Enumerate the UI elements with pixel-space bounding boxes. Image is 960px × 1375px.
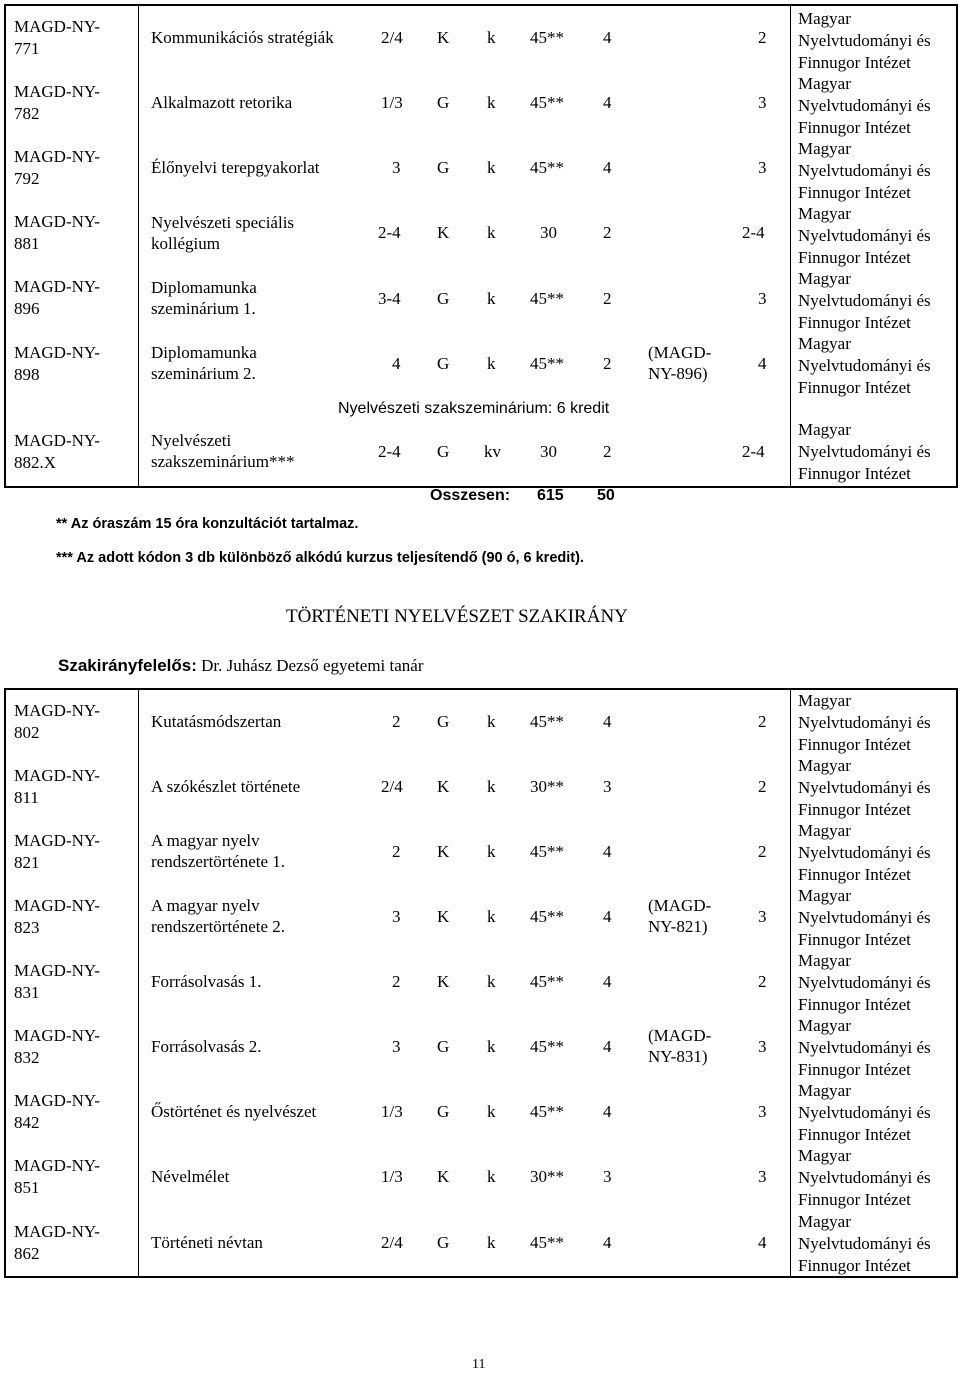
course-semester: 4 [758,354,767,373]
page-number: 11 [472,1357,486,1372]
institute-name: Magyar Nyelvtudományi és Finnugor Intézet [798,691,931,754]
course-hours: 45** [530,972,564,991]
course-prerequisite: (MAGD-NY-831) [648,1026,712,1066]
course-hours: 30 [540,442,557,461]
course-name: Nyelvészeti szakszeminárium*** [151,431,295,471]
course-ratio: 1/3 [381,1102,403,1121]
institute-name: Magyar Nyelvtudományi és Finnugor Intézet [798,74,931,137]
course-type: K [437,223,450,242]
course-type: K [437,1167,450,1186]
course-code: MAGD-NY-831 [14,961,100,1002]
course-ratio: 2-4 [378,442,401,461]
course-ratio: 1/3 [381,1167,403,1186]
course-hours: 45** [530,1037,564,1056]
responsible-person [58,655,424,676]
course-credits: 2 [603,289,612,308]
course-type: G [437,1037,450,1056]
course-requirement: k [487,1167,496,1186]
table-2-divider-left [138,688,139,1278]
course-requirement: k [487,289,496,308]
course-ratio: 2/4 [381,777,403,796]
course-name: Őstörténet és nyelvészet [151,1102,317,1121]
course-requirement: k [487,907,496,926]
course-prerequisite: (MAGD-NY-821) [648,896,712,936]
course-type: G [437,1233,450,1252]
responsible-value: Dr. Juhász Dezső egyetemi tanár [201,656,424,675]
course-code: MAGD-NY-881 [14,212,100,253]
course-name: Forrásolvasás 1. [151,972,262,991]
course-type: G [437,158,450,177]
course-name: Kutatásmódszertan [151,712,282,731]
course-requirement: k [487,972,496,991]
course-semester: 3 [758,158,767,177]
course-code: MAGD-NY-896 [14,277,100,318]
institute-name: Magyar Nyelvtudományi és Finnugor Intézet [798,1081,931,1144]
course-semester: 3 [758,289,767,308]
course-requirement: k [487,777,496,796]
course-requirement: k [487,158,496,177]
institute-name: Magyar Nyelvtudományi és Finnugor Intézet [798,269,931,332]
course-ratio: 4 [392,354,401,373]
course-hours: 30** [530,1167,564,1186]
course-requirement: k [487,1233,496,1252]
course-credits: 4 [603,28,612,47]
course-name: A magyar nyelv rendszertörténete 2. [151,896,286,936]
course-credits: 4 [603,158,612,177]
course-name: A szókészlet története [151,777,301,796]
course-ratio: 2/4 [381,1233,403,1252]
course-name: Alkalmazott retorika [151,93,293,112]
course-semester: 2-4 [742,223,765,242]
course-requirement: k [487,1037,496,1056]
course-hours: 45** [530,354,564,373]
course-credits: 2 [603,354,612,373]
course-code: MAGD-NY-821 [14,831,100,872]
course-semester: 2 [758,842,767,861]
course-semester: 2 [758,972,767,991]
course-ratio: 2/4 [381,28,403,47]
course-code: MAGD-NY-898 [14,343,100,384]
course-type: G [437,354,450,373]
course-semester: 2-4 [742,442,765,461]
course-name: Kommunikációs stratégiák [151,28,334,47]
institute-name: Magyar Nyelvtudományi és Finnugor Intézet [798,139,931,202]
course-credits: 4 [603,972,612,991]
institute-name: Magyar Nyelvtudományi és Finnugor Intézet [798,886,931,949]
course-ratio: 2 [392,972,401,991]
course-type: G [437,1102,450,1121]
course-type: G [437,442,450,461]
course-hours: 30** [530,777,564,796]
course-hours: 45** [530,1233,564,1252]
institute-name: Magyar Nyelvtudományi és Finnugor Intézet [798,9,931,72]
course-ratio: 2 [392,842,401,861]
course-hours: 45** [530,842,564,861]
footnote-consultation: ** Az óraszám 15 óra konzultációt tartalmaz. [56,516,359,532]
course-type: G [437,712,450,731]
course-credits: 4 [603,712,612,731]
course-requirement: k [487,712,496,731]
course-requirement: k [487,842,496,861]
course-name: Forrásolvasás 2. [151,1037,262,1056]
course-semester: 3 [758,1037,767,1056]
course-requirement: k [487,223,496,242]
course-type: K [437,907,450,926]
responsible-label: Szakirányfelelős: [58,656,197,675]
course-type: G [437,289,450,308]
course-code: MAGD-NY-811 [14,766,100,807]
course-code: MAGD-NY-882.X [14,431,100,472]
course-requirement: k [487,1102,496,1121]
course-type: K [437,842,450,861]
institute-name: Magyar Nyelvtudományi és Finnugor Intézet [798,1016,931,1079]
course-hours: 30 [540,223,557,242]
course-credits: 4 [603,907,612,926]
course-name: Történeti névtan [151,1233,263,1252]
course-semester: 3 [758,1102,767,1121]
course-code: MAGD-NY-792 [14,147,100,188]
course-semester: 2 [758,777,767,796]
course-ratio: 1/3 [381,93,403,112]
course-credits: 4 [603,1102,612,1121]
institute-name: Magyar Nyelvtudományi és Finnugor Intézet [798,1146,931,1209]
course-credits: 4 [603,1233,612,1252]
course-hours: 45** [530,712,564,731]
course-requirement: k [487,93,496,112]
course-hours: 45** [530,1102,564,1121]
total-label: Összesen: [430,487,511,504]
course-code: MAGD-NY-802 [14,701,100,742]
course-code: MAGD-NY-832 [14,1026,100,1067]
course-credits: 2 [603,223,612,242]
section-title: TÖRTÉNETI NYELVÉSZET SZAKIRÁNY [286,606,628,627]
course-type: K [437,28,450,47]
course-credits: 4 [603,842,612,861]
institute-name: Magyar Nyelvtudományi és Finnugor Intézet [798,420,931,483]
total-hours: 615 [537,487,564,504]
institute-name: Magyar Nyelvtudományi és Finnugor Intézet [798,1212,931,1275]
course-prerequisite: (MAGD-NY-896) [648,343,712,383]
course-ratio: 3 [392,1037,401,1056]
course-code: MAGD-NY-823 [14,896,100,937]
total-credits: 50 [597,487,615,504]
course-type: G [437,93,450,112]
institute-name: Magyar Nyelvtudományi és Finnugor Intézet [798,821,931,884]
course-credits: 3 [603,1167,612,1186]
footnote-subcodes: *** Az adott kódon 3 db különböző alkódú kurzus teljesítendő (90 ó, 6 kredit). [56,550,584,566]
course-semester: 3 [758,1167,767,1186]
course-code: MAGD-NY-782 [14,82,100,123]
course-code: MAGD-NY-842 [14,1091,100,1132]
course-hours: 45** [530,28,564,47]
course-semester: 3 [758,907,767,926]
seminar-subheading: Nyelvészeti szakszeminárium: 6 kredit [338,400,610,417]
course-semester: 4 [758,1233,767,1252]
course-code: MAGD-NY-862 [14,1222,100,1263]
course-credits: 4 [603,93,612,112]
course-credits: 2 [603,442,612,461]
table-1-divider-left [138,4,139,488]
course-requirement: k [487,28,496,47]
course-hours: 45** [530,907,564,926]
course-type: K [437,777,450,796]
course-credits: 3 [603,777,612,796]
course-ratio: 2 [392,712,401,731]
course-semester: 2 [758,712,767,731]
course-hours: 45** [530,93,564,112]
institute-name: Magyar Nyelvtudományi és Finnugor Intézet [798,204,931,267]
institute-name: Magyar Nyelvtudományi és Finnugor Intézet [798,334,931,397]
course-hours: 45** [530,158,564,177]
course-code: MAGD-NY-771 [14,17,100,58]
table-2-divider-right [790,688,791,1278]
table-1-divider-right [790,4,791,488]
course-type: K [437,972,450,991]
course-code: MAGD-NY-851 [14,1156,100,1197]
institute-name: Magyar Nyelvtudományi és Finnugor Intézet [798,951,931,1014]
course-requirement: kv [484,442,501,461]
course-credits: 4 [603,1037,612,1056]
course-hours: 45** [530,289,564,308]
course-name: A magyar nyelv rendszertörténete 1. [151,831,286,871]
course-semester: 2 [758,28,767,47]
course-semester: 3 [758,93,767,112]
course-name: Diplomamunka szeminárium 1. [151,278,257,318]
course-ratio: 3 [392,907,401,926]
course-ratio: 3 [392,158,401,177]
institute-name: Magyar Nyelvtudományi és Finnugor Intézet [798,756,931,819]
course-ratio: 2-4 [378,223,401,242]
course-ratio: 3-4 [378,289,401,308]
course-requirement: k [487,354,496,373]
course-name: Élőnyelvi terepgyakorlat [151,158,320,177]
course-name: Nyelvészeti speciális kollégium [151,213,295,253]
course-name: Diplomamunka szeminárium 2. [151,343,257,383]
course-name: Névelmélet [151,1167,230,1186]
